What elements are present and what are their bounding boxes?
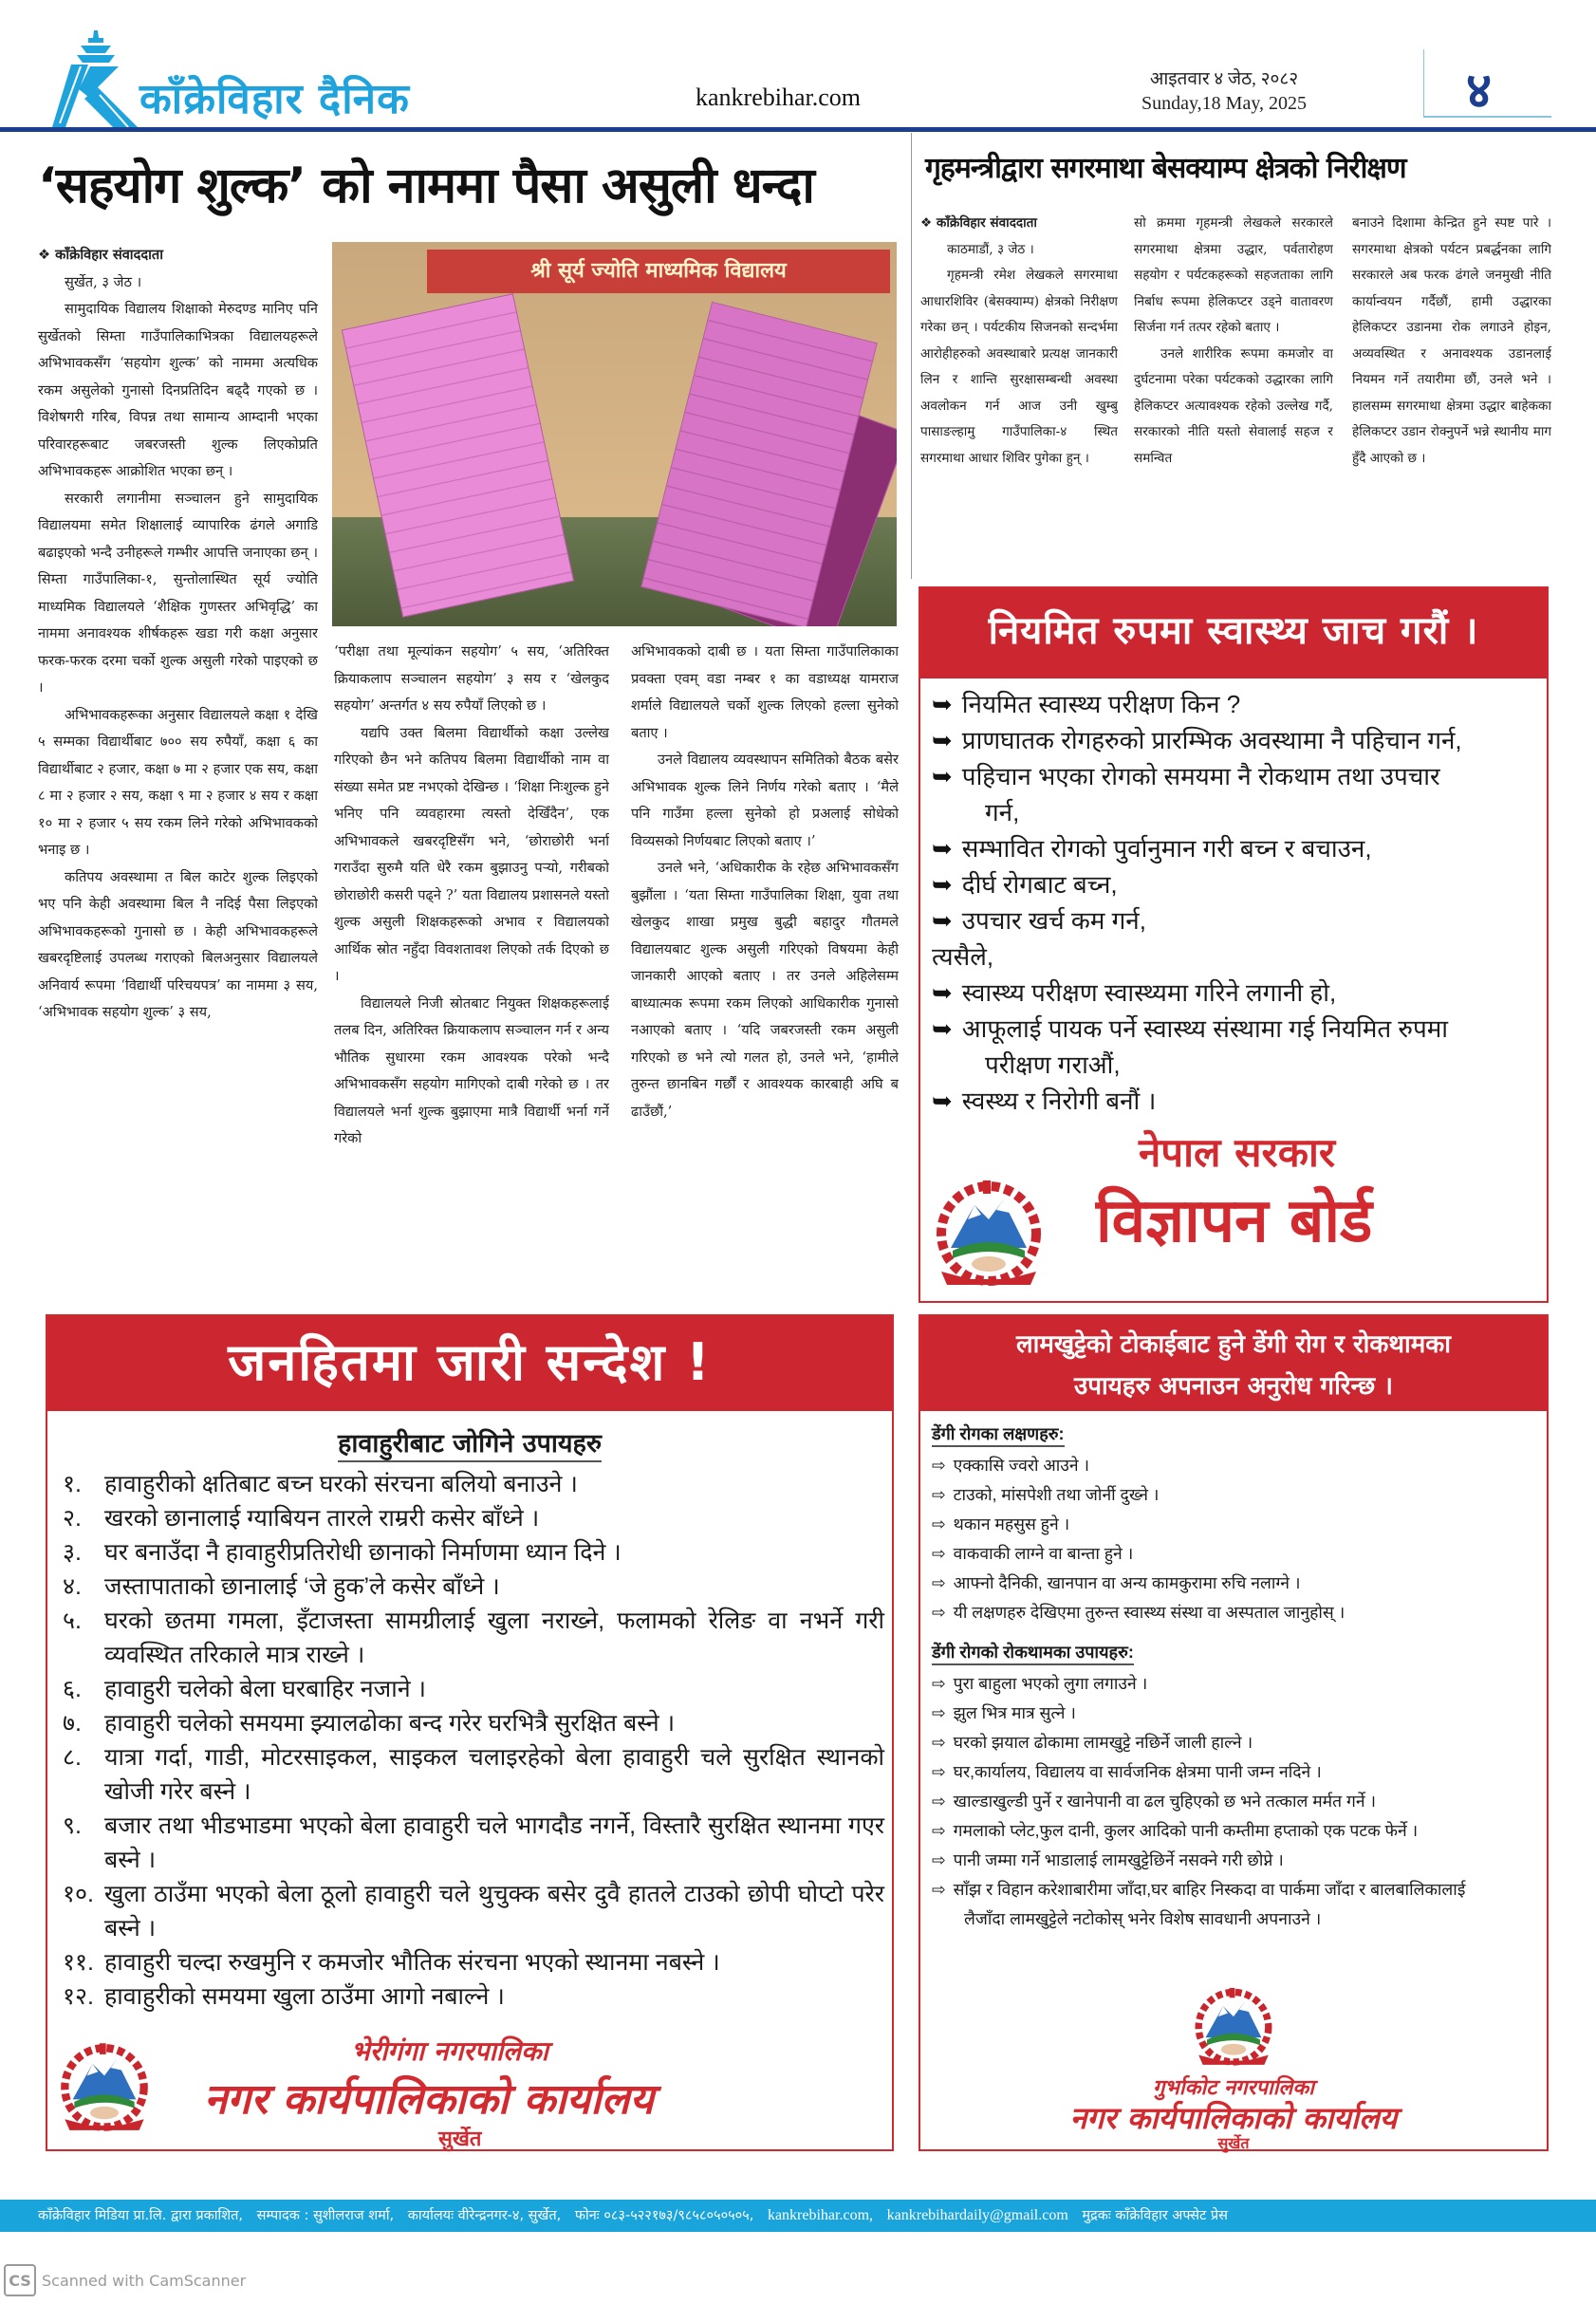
column-divider: [911, 133, 912, 579]
list-item: ⇨ घरको झयाल ढोकामा लामखुट्टे नछिर्ने जाली हाल्ने ।: [932, 1728, 1537, 1757]
paragraph: बनाउने दिशामा केन्द्रित हुने स्पष्ट पारे । सगरमाथा क्षेत्रको पर्यटन प्रबर्द्धनका लागि सरकारले अब फरक ढंगले जनमुखी नीति कार्यान्वयन गर्दैछौं, हामी उद्धारका हेलिकप्टर उडानमा रोक लगाउने होइन, अव्यवस्थित र अनावश्यक उडानलाई नियमन गर्ने तयारीमा छौं, उनले भने । हालसम्म सगरमाथा क्षेत्रमा उद्धार बाहेकका हेलिकप्टर उडान रोक्नुपर्ने भन्ने स्थानीय माग हुँदै आएको छ ।: [1352, 215, 1551, 466]
arrow-right-icon: ➥: [932, 978, 953, 1007]
dengue-prevention: [920, 1627, 1547, 1934]
paragraph: सो क्रममा गृहमन्त्री लेखकले सरकारले सगरमाथा क्षेत्रमा उद्धार, पर्वतारोहण सहयोग र पर्यटकहरूको सहजताका लागि निर्बाध रूपमा हेलिकप्टर उड्ने वातावरण सिर्जना गर्न तत्पर रहेको बताए ।: [1134, 215, 1333, 335]
watermark-text: Scanned with CamScanner: [42, 2271, 247, 2290]
office-name: नगर कार्यपालिकाको कार्यालय: [1069, 2100, 1398, 2136]
byline: ❖ काँक्रेविहार संवाददाता: [38, 247, 163, 263]
city-name: सुर्खेत: [1217, 2134, 1250, 2152]
list-item: ➥ दीर्घ रोगबाट बच्न,: [932, 866, 1537, 902]
website-link[interactable]: kankrebihar.com,: [767, 2207, 874, 2223]
list-item: ⇨ खाल्डाखुल्डी पुर्ने र खानेपानी वा ढल चुहिएको छ भने तत्काल मर्मत गर्ने ।: [932, 1787, 1537, 1816]
arrow-right-icon: ➥: [932, 906, 953, 935]
symptoms-heading: डेंगी रोगका लक्षणहरु:: [932, 1422, 1065, 1447]
side-story-col-1: [920, 211, 1118, 579]
main-story-col-2: [334, 639, 609, 1295]
side-headline: गृहमन्त्रीद्वारा सगरमाथा बेसक्याम्प क्षेत्रको निरीक्षण: [925, 152, 1406, 185]
list-item: ➥ उपचार खर्च कम गर्न,: [932, 902, 1537, 938]
arrow-right-icon: ➥: [932, 834, 953, 863]
camscanner-logo-icon: CS: [4, 2264, 36, 2296]
list-item: ⇨ यी लक्षणहरु देखिएमा तुरुन्त स्वास्थ्य संस्था वा अस्पताल जानुहोस् ।: [932, 1598, 1537, 1627]
hollow-arrow-icon: ⇨: [932, 1880, 946, 1899]
list-item: ⇨ पानी जम्मा गर्ने भाडालाई लामखुट्टेछिर्ने नसक्ने गरी छोप्ने ।: [932, 1846, 1537, 1875]
paragraph: अभिभावकको दाबी छ । यता सिम्ता गाउँपालिकाका प्रवक्ता एवम् वडा नम्बर १ का वडाध्यक्ष यामराज शर्माले विद्यालयले चर्को शुल्क लिएको हल्ला सुनेको बताए ।: [631, 643, 899, 741]
school-fee-receipts-photo: [332, 242, 897, 626]
email-link[interactable]: kankrebihardaily@gmail.com: [886, 2207, 1068, 2223]
paragraph: यद्यपि उक्त बिलमा विद्यार्थीको कक्षा उल्लेख गरिएको छैन भने कतिपय बिलमा विद्यार्थीको नाम वा संख्या समेत प्रष्ट नभएको देखिन्छ । ‘शिक्षा निःशुल्क हुने भनिए पनि व्यवहारमा त्यस्तो देखिँदैन’, एक अभिभावकले खबरदृष्टिसँग भने, ‘छोराछोरी भर्ना गराउँदा सुरुमै यति धेरै रकम बुझाउनु पर्‍यो, गरीबको छोराछोरी कसरी पढ्ने ?’ यता विद्यालय प्रशासनले यस्तो शुल्क असुली शिक्षकहरूको अभाव र विद्यालयको आर्थिक स्रोत नहुँदा विवशतावश लिएको तर्क दिएको छ ।: [334, 724, 609, 984]
paragraph: ‘परीक्षा तथा मूल्यांकन सहयोग’ ५ सय, ‘अतिरिक्त क्रियाकलाप सञ्चालन सहयोग’ ३ सय र ‘खेलकुद सहयोग’ अन्तर्गत ४ सय रुपैयाँ लिएको छ ।: [334, 643, 609, 714]
hollow-arrow-icon: ⇨: [932, 1821, 946, 1840]
dateline: सुर्खेत, ३ जेठ ।: [65, 273, 142, 290]
main-story-col-1: [38, 242, 318, 1295]
list-item: ⇨ थकान महसुस हुने ।: [932, 1510, 1537, 1539]
page-number: ४: [1466, 63, 1493, 120]
list-item-continuation: लैजाँदा लामखुट्टेले नटोकोस् भनेर विशेष सावधानी अपनाउने ।: [964, 1909, 1322, 1928]
dengue-prevention-ad: [919, 1314, 1549, 2151]
paragraph: उनले विद्यालय व्यवस्थापन समितिको बैठक बसेर अभिभावक शुल्क लिने निर्णय गरेको बताए । ‘मैले पनि गाउँमा हल्ला सुनेको हो प्रअलाई सोधेको विव्यसको निर्णयबाट लिएको बताए ।’: [631, 752, 899, 849]
prevention-list: [932, 1669, 1537, 1934]
arrow-right-icon: ➥: [932, 690, 953, 718]
list-item: १२. हावाहुरीको समयमा खुला ठाउँमा आगो नबाल्ने ।: [63, 1983, 505, 2010]
list-item: ५. घरको छतमा गमला, इँटाजस्ता सामग्रीलाई खुला नराख्ने, फलामको रेलिङ वा नभर्ने गरी व्यवस्थित तरिकाले मात्र राख्ने ।: [63, 1607, 884, 1668]
notice-ad-title: जनहितमा जारी सन्देश !: [47, 1316, 892, 1411]
symptoms-list: [932, 1451, 1537, 1627]
main-story-col-3: [631, 639, 899, 1295]
paragraph: सरकारी लगानीमा सञ्चालन हुने सामुदायिक विद्यालयमा समेत शिक्षालाई व्यापारिक ढंगले अगाडि बढाइएको भन्दै उनीहरूले गम्भीर आपत्ति जनाएका छन् । सिम्ता गाउँपालिका-१, सुन्तोलास्थित सूर्य ज्योति माध्यमिक विद्यालयले ‘शैक्षिक गुणस्तर अभिवृद्धि’ का नाममा अनावश्यक शीर्षकहरू खडा गरी कक्षा अनुसार फरक-फरक दरमा चर्को शुल्क असुली गरेको पाइएको छ ।: [38, 490, 318, 696]
printer: मुद्रकः काँक्रेविहार अफ्सेट प्रेस: [1082, 2208, 1228, 2223]
windstorm-safety-list: [47, 1459, 892, 2014]
list-item: ➥ सम्भावित रोगको पुर्वानुमान गरी बच्न र बचाउन,: [932, 830, 1537, 866]
hollow-arrow-icon: ⇨: [932, 1573, 946, 1592]
list-item: ⇨ वाकवाकी लाग्ने वा बान्ता हुने ।: [932, 1539, 1537, 1569]
list-item: ⇨ गमलाको प्लेट,फुल दानी, कुलर आदिको पानी कम्तीमा हप्ताको एक पटक फेर्ने ।: [932, 1816, 1537, 1846]
arrow-right-icon: ➥: [932, 762, 953, 790]
website-link[interactable]: kankrebihar.com: [696, 84, 861, 111]
newspaper-logo: [52, 28, 451, 128]
health-ad-list: [920, 678, 1547, 1119]
byline: ❖ काँक्रेविहार संवाददाता: [920, 215, 1037, 231]
list-item: ⇨ झुल भित्र मात्र सुत्ने ।: [932, 1699, 1537, 1728]
list-item: ११. हावाहुरी चल्दा रुखमुनि र कमजोर भौतिक संरचना भएको स्थानमा नबस्ने ।: [63, 1949, 720, 1976]
list-item: ➥ आफूलाई पायक पर्ने स्वास्थ्य संस्थामा गई नियमित रुपमा: [932, 1011, 1537, 1047]
issuer-government: नेपाल सरकार: [1139, 1129, 1336, 1176]
list-item: ⇨ एक्कासि ज्वरो आउने ।: [932, 1451, 1537, 1480]
list-item: १०. खुला ठाउँमा भएको बेला ठूलो हावाहुरी चले थुचुक्क बसेर दुवै हातले टाउको छोपी घोप्टो परेर बस्ने ।: [63, 1881, 884, 1942]
paragraph: कतिपय अवस्थामा त बिल काटेर शुल्क लिइएको भए पनि केही अवस्थामा बिल नै नदिई पैसा लिइएको अभिभावकहरूको गुनासो छ । केही अभिभावकहरूले खबरदृष्टिलाई उपलब्ध गराएको बिलअनुसार विद्यालयले अनिवार्य रूपमा ‘विद्यार्थी परिचयपत्र’ का नाममा ३ सय, ‘अभिभावक सहयोग शुल्क’ ३ सय,: [38, 868, 318, 1020]
list-item: ७. हावाहुरी चलेको समयमा झ्यालढोका बन्द गरेर घरभित्रै सुरक्षित बस्ने ।: [63, 1710, 676, 1737]
hollow-arrow-icon: ⇨: [932, 1792, 946, 1811]
nepal-emblem-icon: [57, 2037, 152, 2142]
health-checkup-ad: [919, 586, 1549, 1303]
list-item: ➥ प्राणघातक रोगहरुको प्रारम्भिक अवस्थामा नै पहिचान गर्न,: [932, 722, 1537, 758]
nepal-emblem-icon: [1191, 1985, 1276, 2072]
therefore-text: त्यसैले,: [932, 942, 994, 971]
hollow-arrow-icon: ⇨: [932, 1485, 946, 1504]
list-item: १. हावाहुरीको क्षतिबाट बच्न घरको संरचना बलियो बनाउने ।: [63, 1471, 578, 1497]
masthead: [0, 0, 1596, 133]
hollow-arrow-icon: ⇨: [932, 1603, 946, 1622]
publisher: काँक्रेविहार मिडिया प्रा.लि. द्वारा प्रकाशित,: [38, 2208, 243, 2223]
notice-ad-subtitle: हावाहुरीबाट जोगिने उपायहरु: [47, 1424, 892, 1459]
hollow-arrow-icon: ⇨: [932, 1674, 946, 1693]
hollow-arrow-icon: ⇨: [932, 1456, 946, 1475]
issuer-block: [47, 2033, 892, 2151]
municipality-name: गुर्भाकोट नगरपालिका: [1153, 2076, 1314, 2100]
list-item: ९. बजार तथा भीडभाडमा भएको बेला हावाहुरी चले भागदौड नगर्ने, विस्तारै सुरक्षित स्थानमा गएर बस्ने ।: [63, 1812, 884, 1873]
list-item: ➥ स्वास्थ्य परीक्षण स्वास्थ्यमा गरिने लगानी हो,: [932, 975, 1537, 1011]
list-item: ➥ नियमित स्वास्थ्य परीक्षण किन ?: [932, 686, 1537, 722]
hollow-arrow-icon: ⇨: [932, 1762, 946, 1781]
date-nepali: आइतवार ४ जेठ, २०८२: [1149, 69, 1299, 89]
paragraph: उनले शारीरिक रूपमा कमजोर वा दुर्घटनामा परेका पर्यटकको उद्धारका लागि हेलिकप्टर अत्यावश्यक रहेको उल्लेख गर्दै, सरकारको नीति यस्तो सेवालाई सहज र समन्वित: [1134, 345, 1333, 466]
dengue-symptoms: [920, 1411, 1547, 1627]
paper-name: काँक्रेविहार दैनिक: [139, 75, 410, 123]
hollow-arrow-icon: ⇨: [932, 1850, 946, 1869]
list-item: ⇨ आफ्नो दैनिकी, खानपान वा अन्य कामकुरामा रुचि नलाग्ने ।: [932, 1569, 1537, 1598]
prevention-heading: डेंगी रोगको रोकथामका उपायहरु:: [932, 1641, 1134, 1665]
dateline: काठमाडौं, ३ जेठ ।: [947, 241, 1034, 257]
date-english: Sunday,18 May, 2025: [1141, 93, 1308, 114]
health-ad-title: नियमित रुपमा स्वास्थ्य जाच गरौं ।: [920, 588, 1547, 678]
editor: सम्पादक : सुशीलराज शर्मा,: [256, 2208, 395, 2223]
nepal-emblem-icon: [932, 1177, 1046, 1295]
camscanner-watermark: [4, 2264, 246, 2296]
issuer-block: [930, 1124, 1537, 1300]
issuer-block: [920, 1985, 1547, 2151]
hollow-arrow-icon: ⇨: [932, 1544, 946, 1563]
windstorm-public-notice-ad: [46, 1314, 894, 2151]
list-item: ८. यात्रा गर्दा, गाडी, मोटरसाइकल, साइकल चलाइरहेको बेला हावाहुरी चले सुरक्षित स्थानको खोजी गरेर बस्ने ।: [63, 1744, 884, 1805]
main-headline: ‘सहयोग शुल्क’ को नाममा पैसा असुली धन्दा: [38, 158, 814, 214]
city-name: सुर्खेत: [438, 2127, 482, 2151]
list-item-continuation: परीक्षण गराऔं,: [985, 1050, 1121, 1079]
dengue-ad-title: लामखुट्टेको टोकाईबाट हुने डेंगी रोग र रोकथामका उपायहरु अपनाउन अनुरोध गरिन्छ ।: [920, 1316, 1547, 1411]
list-item: ४. जस्तापाताको छानालाई ‘जे हुक’ले कसेर बाँध्ने ।: [63, 1573, 500, 1600]
list-item: ६. हावाहुरी चलेको बेला घरबाहिर नजाने ।: [63, 1676, 427, 1702]
hollow-arrow-icon: ⇨: [932, 1733, 946, 1752]
issuer-board: विज्ञापन बोर्ड: [1096, 1186, 1373, 1256]
hollow-arrow-icon: ⇨: [932, 1703, 946, 1722]
issue-date: [1129, 68, 1319, 116]
temple-k-logo-icon: [52, 28, 142, 128]
arrow-right-icon: ➥: [932, 1014, 953, 1043]
hollow-arrow-icon: ⇨: [932, 1514, 946, 1533]
arrow-right-icon: ➥: [932, 870, 953, 899]
paragraph: उनले भने, ‘अधिकारीक के रहेछ अभिभावकसँग बुझौंला । ‘यता सिम्ता गाउँपालिका शिक्षा, युवा तथा खेलकुद शाखा प्रमुख बुद्धी बहादुर गौतमले विद्यालयबाट शुल्क असुली गरिएको विषयमा केही जानकारी आएको बताए । तर उनले अहिलेसम्म बाध्यात्मक रूपमा रकम लिएको आधिकारीक गुनासो नआएको बताए । ‘यदि जबरजस्ती रकम असुली गरिएको छ भने त्यो गलत हो, उनले भने, ‘हामीले तुरुन्त छानबिन गर्छौं र आवश्यक कारबाही अघि ब ढाउँछौं,’: [631, 860, 899, 1120]
list-item: ⇨ टाउको, मांसपेशी तथा जोर्नी दुख्ने ।: [932, 1480, 1537, 1510]
paragraph: सामुदायिक विद्यालय शिक्षाको मेरुदण्ड मानिए पनि सुर्खेतको सिम्ता गाउँपालिकाभित्रका विद्यालयहरूले अभिभावकसँग ‘सहयोग शुल्क’ को नाममा अत्यधिक रकम असुलेको गुनासो दिनप्रतिदिन बढ्दै गएको छ । विशेषगरी गरिब, विपन्न तथा सामान्य आम्दानी भएका परिवारहरूबाट जबरजस्ती शुल्क लिएकोप्रति अभिभावकहरू आक्रोशित भएका छन् ।: [38, 301, 318, 479]
imprint-footer: [0, 2200, 1596, 2232]
list-item: २. खरको छानालाई ग्याबियन तारले राम्ररी कसेर बाँध्ने ।: [63, 1505, 540, 1532]
office-address: कार्यालयः वीरेन्द्रनगर-४, सुर्खेत,: [407, 2208, 562, 2223]
list-item: ३. घर बनाउँदा नै हावाहुरीप्रतिरोधी छानाको निर्माणमा ध्यान दिने ।: [63, 1539, 622, 1566]
paragraph: गृहमन्त्री रमेश लेखकले सगरमाथा आधारशिविर (बेसक्याम्प) क्षेत्रको निरीक्षण गरेका छन् । पर्यटकीय सिजनको सन्दर्भमा आरोहीहरुको अवस्थाबारे प्रत्यक्ष जानकारी लिन र शान्ति सुरक्षासम्बन्धी अवस्था अवलोकन गर्न आज उनी खुम्बु पासाङल्हामु गाउँपालिका-४ स्थित सगरमाथा आधार शिविर पुगेका हुन् ।: [920, 268, 1118, 466]
arrow-right-icon: ➥: [932, 1087, 953, 1115]
list-item: ⇨ पुरा बाहुला भएको लुगा लगाउने ।: [932, 1669, 1537, 1699]
paragraph: अभिभावकहरूका अनुसार विद्यालयले कक्षा १ देखि ५ सम्मका विद्यार्थीबाट ७०० सय रुपैयाँ, कक्षा ६ का विद्यार्थीबाट २ हजार, कक्षा ७ मा २ हजार एक सय, कक्षा ८ मा २ हजार २ सय, कक्षा ९ मा २ हजार ४ सय र कक्षा १० मा २ हजार ५ सय रकम लिने गरेको अभिभावकको भनाइ छ ।: [38, 706, 318, 858]
list-item: ➥ पहिचान भएका रोगको समयमा नै रोकथाम तथा उपचार: [932, 758, 1537, 794]
paragraph: विद्यालयले निजी स्रोतबाट नियुक्त शिक्षकहरूलाई तलब दिन, अतिरिक्त क्रियाकलाप सञ्चालन गर्न र अन्य भौतिक सुधारमा रकम आवश्यक परेको भन्दै अभिभावकसँग सहयोग मागिएको दाबी गरेको छ । तर विद्यालयले भर्ना शुल्क बुझाएमा मात्रै विद्यार्थी भर्ना गर्ने गरेको: [334, 994, 609, 1146]
municipality-name: भेरीगंगा नगरपालिका: [351, 2035, 548, 2067]
list-item: ➥ स्वस्थ्य र निरोगी बनौं ।: [932, 1083, 1537, 1119]
arrow-right-icon: ➥: [932, 726, 953, 754]
office-name: नगर कार्यपालिकाको कार्यालय: [204, 2075, 654, 2124]
list-item: ⇨ साँझ र विहान करेशाबारीमा जाँदा,घर बाहिर निस्कदा वा पार्कमा जाँदा र बालबालिकालाई: [932, 1875, 1537, 1905]
side-story-col-3: [1352, 211, 1551, 579]
side-story-col-2: [1134, 211, 1333, 579]
list-item-continuation: गर्न,: [985, 798, 1020, 827]
masthead-rule: [0, 127, 1596, 132]
phone-numbers: फोनः ०८३-५२२१७३/९८५८०५०५०५,: [574, 2208, 754, 2223]
school-name-banner: श्री सूर्य ज्योति माध्यमिक विद्यालय: [427, 250, 890, 293]
list-item: ⇨ घर,कार्यालय, विद्यालय वा सार्वजनिक क्षेत्रमा पानी जम्न नदिने ।: [932, 1757, 1537, 1787]
